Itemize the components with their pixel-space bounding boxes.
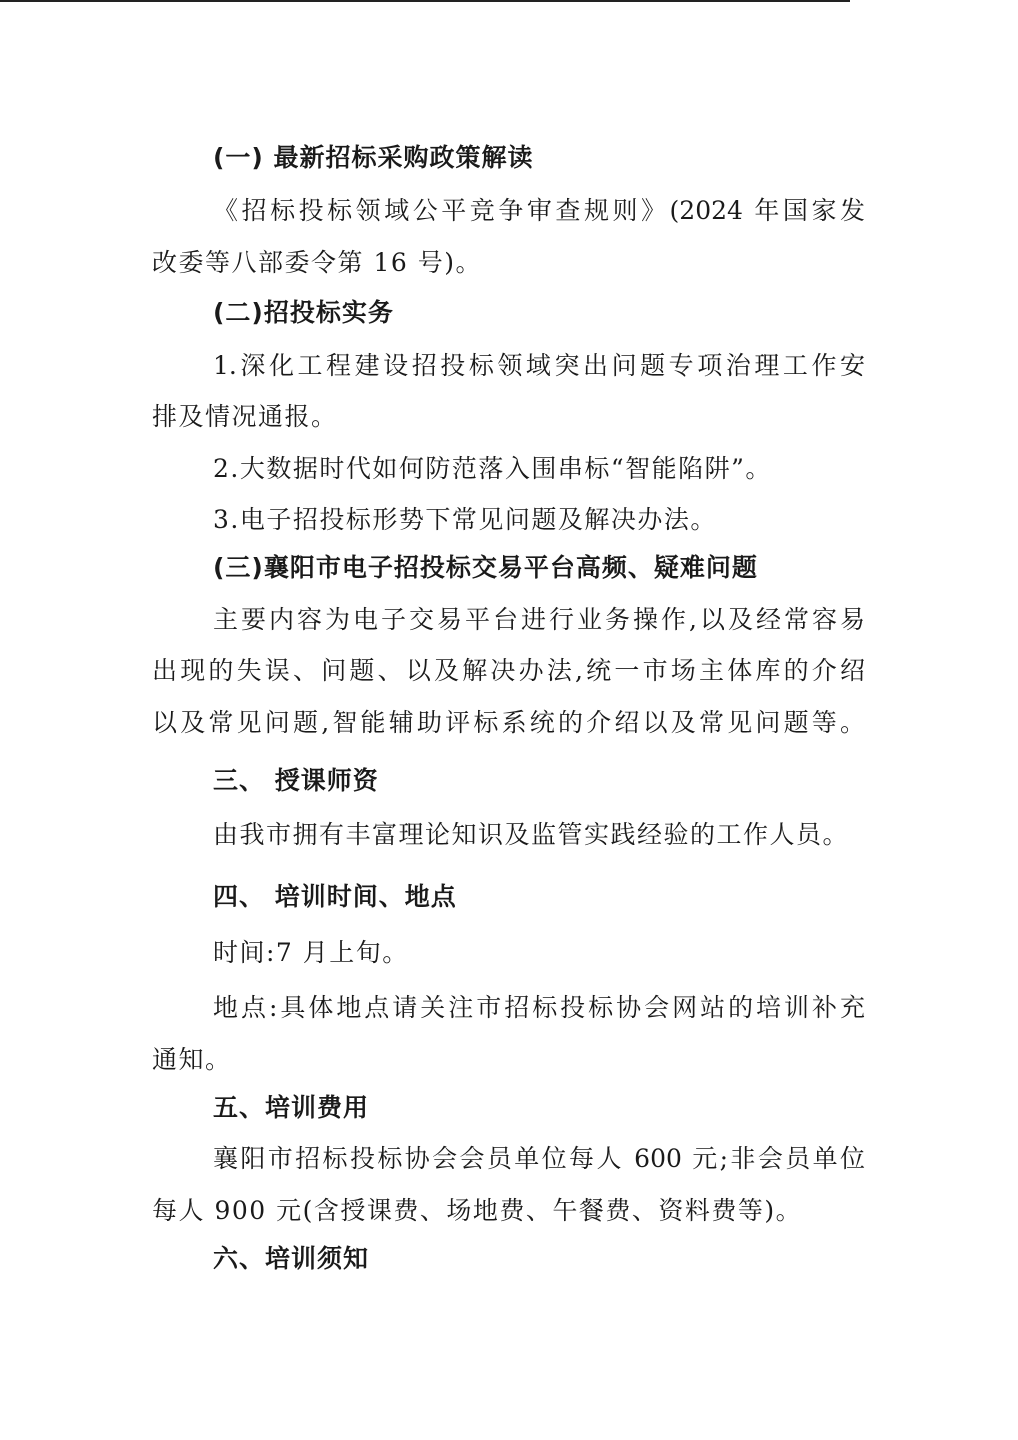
paragraph-line: 改委等八部委令第 16 号)。 — [152, 248, 482, 277]
paragraph-line: 通知。 — [152, 1045, 232, 1074]
list-item: 2.大数据时代如何防范落入围串标“智能陷阱”。 — [213, 454, 772, 483]
top-rule — [0, 0, 850, 2]
section-heading-1: (一) 最新招标采购政策解读 — [213, 143, 534, 172]
list-item-continuation: 排及情况通报。 — [152, 402, 338, 431]
list-item: 3.电子招投标形势下常见问题及解决办法。 — [213, 505, 717, 534]
paragraph-line: 每人 900 元(含授课费、场地费、午餐费、资料费等)。 — [152, 1196, 803, 1225]
section-heading-2: (二)招投标实务 — [213, 298, 394, 327]
list-item: 1.深化工程建设招投标领域突出问题专项治理工作安 — [213, 351, 865, 380]
section-heading-teachers: 三、 授课师资 — [213, 766, 379, 795]
paragraph-line: 地点:具体地点请关注市招标投标协会网站的培训补充 — [213, 993, 865, 1022]
section-heading-3: (三)襄阳市电子招投标交易平台高频、疑难问题 — [213, 553, 758, 582]
section-heading-notice: 六、培训须知 — [213, 1244, 370, 1273]
paragraph-line: 出现的失误、问题、以及解决办法,统一市场主体库的介绍 — [152, 656, 865, 685]
paragraph-line: 以及常见问题,智能辅助评标系统的介绍以及常见问题等。 — [152, 708, 865, 737]
paragraph-line: 《招标投标领域公平竞争审查规则》(2024 年国家发 — [213, 196, 865, 225]
paragraph-line: 襄阳市招标投标协会会员单位每人 600 元;非会员单位 — [213, 1144, 865, 1173]
paragraph-line: 时间:7 月上旬。 — [213, 938, 409, 967]
section-heading-fees: 五、培训费用 — [213, 1093, 370, 1122]
section-heading-time-place: 四、 培训时间、地点 — [213, 882, 457, 911]
paragraph-line: 由我市拥有丰富理论知识及监管实践经验的工作人员。 — [213, 820, 850, 849]
paragraph-line: 主要内容为电子交易平台进行业务操作,以及经常容易 — [213, 605, 865, 634]
